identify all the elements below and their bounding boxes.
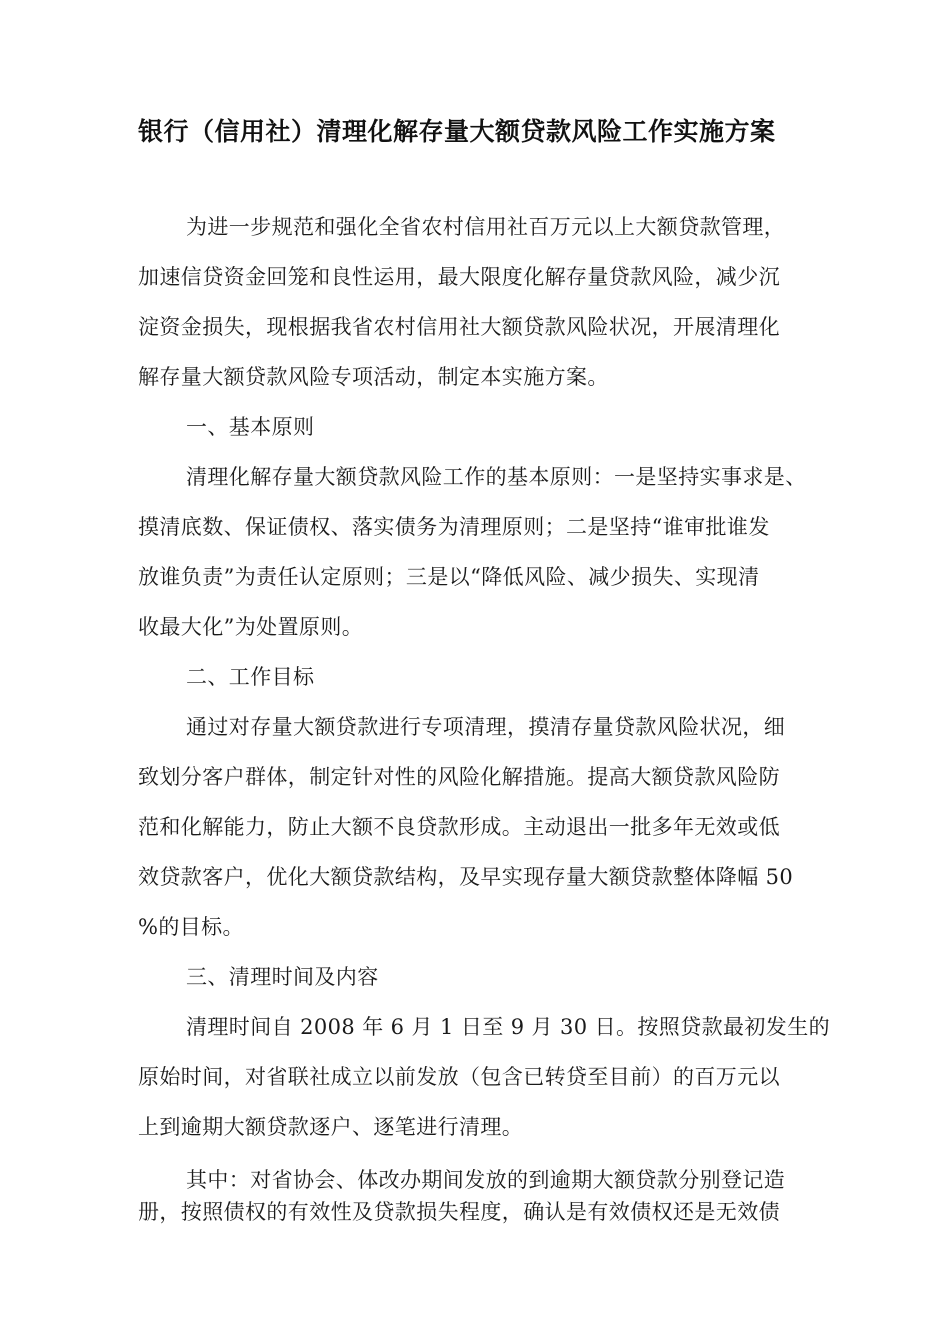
paragraph-line: %的目标。 xyxy=(138,915,244,939)
section-heading-1: 一、基本原则 xyxy=(186,415,315,439)
paragraph-line: 效贷款客户，优化大额贷款结构，及早实现存量大额贷款整体降幅 50 xyxy=(138,865,794,889)
paragraph-line: 原始时间，对省联社成立以前发放（包含已转贷至目前）的百万元以 xyxy=(138,1065,780,1089)
paragraph-line: 收最大化”为处置原则。 xyxy=(138,615,364,639)
paragraph-line: 通过对存量大额贷款进行专项清理，摸清存量贷款风险状况，细 xyxy=(186,715,786,739)
paragraph-line: 淀资金损失，现根据我省农村信用社大额贷款风险状况，开展清理化 xyxy=(138,315,780,339)
paragraph-line: 加速信贷资金回笼和良性运用，最大限度化解存量贷款风险，减少沉 xyxy=(138,265,780,289)
paragraph-line: 解存量大额贷款风险专项活动，制定本实施方案。 xyxy=(138,365,609,389)
paragraph-line: 范和化解能力，防止大额不良贷款形成。主动退出一批多年无效或低 xyxy=(138,815,780,839)
paragraph-line: 放谁负责”为责任认定原则；三是以“降低风险、减少损失、实现清 xyxy=(138,565,760,589)
paragraph-line: 清理时间自 2008 年 6 月 1 日至 9 月 30 日。按照贷款最初发生的 xyxy=(186,1015,830,1039)
paragraph-line: 册，按照债权的有效性及贷款损失程度，确认是有效债权还是无效债 xyxy=(138,1200,780,1224)
paragraph-line: 其中：对省协会、体改办期间发放的到逾期大额贷款分别登记造 xyxy=(186,1168,786,1192)
section-heading-2: 二、工作目标 xyxy=(186,665,315,689)
paragraph-line: 为进一步规范和强化全省农村信用社百万元以上大额贷款管理， xyxy=(186,215,786,239)
document-title: 银行（信用社）清理化解存量大额贷款风险工作实施方案 xyxy=(138,117,776,146)
section-heading-3: 三、清理时间及内容 xyxy=(186,965,379,989)
paragraph-line: 致划分客户群体，制定针对性的风险化解措施。提高大额贷款风险防 xyxy=(138,765,780,789)
paragraph-line: 清理化解存量大额贷款风险工作的基本原则：一是坚持实事求是、 xyxy=(186,465,807,489)
paragraph-line: 摸清底数、保证债权、落实债务为清理原则；二是坚持“谁审批谁发 xyxy=(138,515,770,539)
paragraph-line: 上到逾期大额贷款逐户、逐笔进行清理。 xyxy=(138,1115,524,1139)
